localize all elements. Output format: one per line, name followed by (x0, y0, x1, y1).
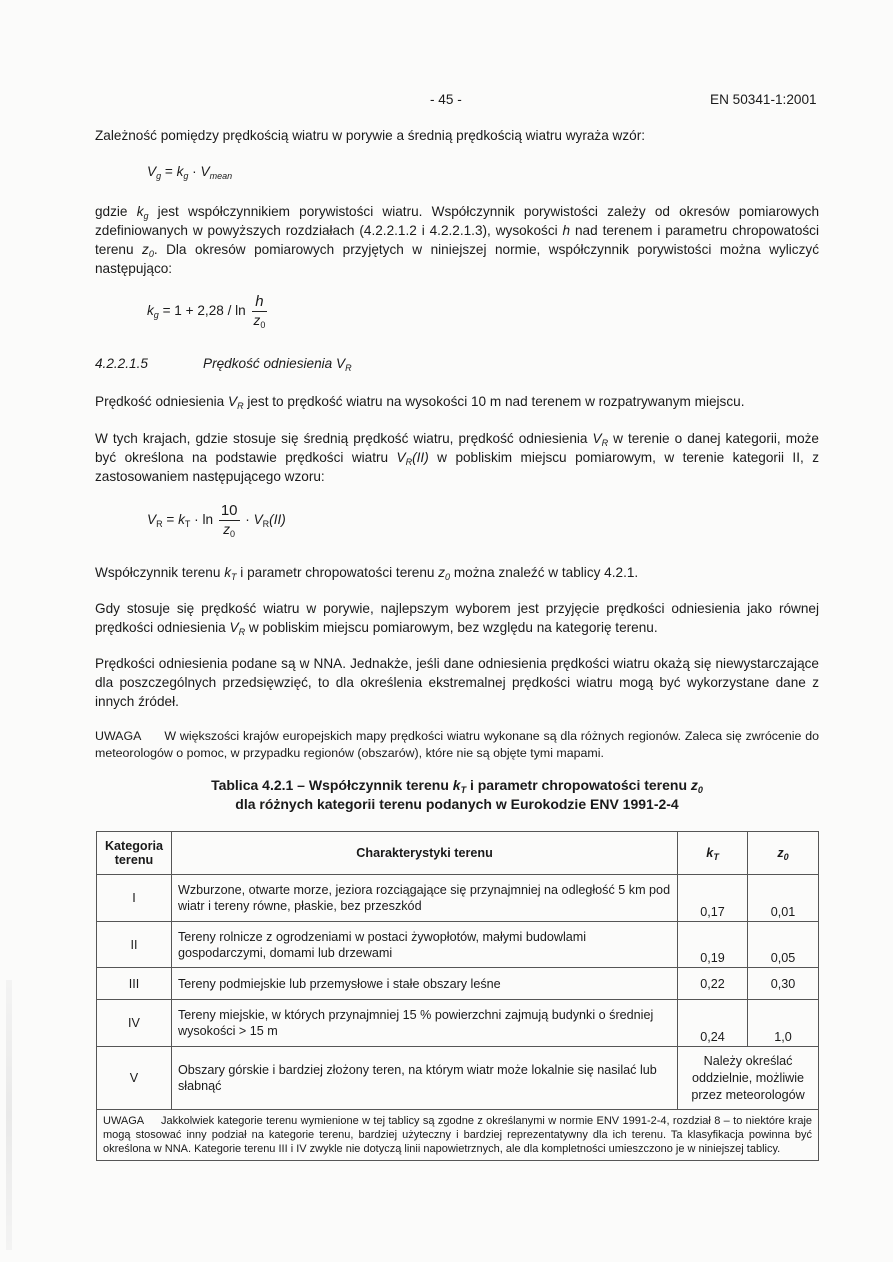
header-kt-sub: T (713, 852, 719, 862)
eq1-k: k (176, 164, 184, 179)
cell-z0: 0,01 (748, 875, 819, 922)
para-kg-post: . Dla okresów pomiarowych przyjętych w niniejszej normie, współczynnik porywistości można wyliczyć następująco: (95, 242, 819, 276)
section-title-text: Prędkość odniesienia V (203, 356, 346, 371)
para-kt-z: z (438, 565, 446, 580)
para-gust-v-sub: R (238, 627, 246, 637)
eq1-dot: · (188, 164, 201, 179)
caption-k: k (452, 777, 461, 793)
cell-category: V (97, 1047, 172, 1110)
page-number: - 45 - (430, 92, 462, 107)
table-row (97, 1047, 819, 1110)
caption-line2: dla różnych kategorii terenu podanych w Eurokodzie ENV 1991-2-4 (235, 796, 679, 812)
standard-id: EN 50341-1:2001 (710, 92, 817, 107)
para-countries-v-sub: R (601, 438, 609, 448)
cell-category: II (97, 922, 172, 968)
eq3-denominator (219, 521, 240, 539)
eq3-lhs: V (147, 512, 157, 528)
cell-merged-note: Należy określać oddzielnie, możliwie przez meteorologów (678, 1047, 819, 1110)
eq1-lhs-sub: g (156, 171, 162, 181)
para-kt-k: k (224, 565, 231, 580)
gust-factor-paragraph (95, 202, 819, 278)
terrain-table (96, 831, 819, 1161)
equation-gust-factor (147, 293, 269, 330)
reference-speed-paragraph (95, 392, 819, 411)
caption-k-sub: T (460, 785, 467, 795)
table-row (97, 968, 819, 1000)
header-kt (678, 832, 748, 875)
eq2-k: k (147, 303, 154, 319)
nna-paragraph: Prędkości odniesienia podane są w NNA. Jednakże, jeśli dane odniesienia prędkości wiatru okażą się niewystarczające dla poszczególnych przedsięwzięć, to dla określenia ekstremalnej prędkości wiatru mogą być wykorzystane dane z innych źródeł. (95, 656, 819, 709)
para-countries-post: w pobliskim miejscu pomiarowym, w terenie kategorii II, z zastosowaniem następującego wzoru: (95, 450, 820, 484)
cell-kt: 0,22 (678, 968, 748, 1000)
header-z0-sub: 0 (783, 852, 789, 862)
para-gust-post: w pobliskim miejscu pomiarowym, bez względu na kategorię terenu. (245, 620, 658, 635)
cell-characteristics: Wzburzone, otwarte morze, jeziora rozciągające się przynajmniej na odległość 5 km pod wiatr i tereny równe, płaskie, bez przeszkód (171, 875, 677, 922)
cell-characteristics: Tereny rolnicze z ogrodzeniami w postaci żywopłotów, małymi budowlami gospodarczymi, domami lub drzewami (171, 922, 677, 968)
cell-category: I (97, 875, 172, 922)
eq2-den-z: z (253, 313, 261, 328)
para-vr-post: jest to prędkość wiatru na wysokości 10 m nad terenem w rozpatrywanym miejscu. (243, 394, 745, 409)
header-kt-k: k (706, 846, 714, 860)
table-note-text: Jakkolwiek kategorie terenu wymienione w tej tablicy są zgodne z określanymi w normie ENV 1991-2-4, rozdział 8 – to niektóre kraje mogą stosować inny podział na kategorie terenu, bardziej użyteczny i bardziej reprezentatywny dla ich terenu. Ta klasyfikacja powinna być określona w NNA. Kategorie terenu III i IV zwykle nie dotyczą linii napowietrznych, ale dla kompletności umieszczono je w niniejszej tablicy. (103, 1115, 813, 1155)
cell-z0: 0,05 (748, 922, 819, 968)
para-countries-v2: V (396, 450, 406, 465)
eq2-fraction (252, 293, 268, 330)
para-kt-mid: i parametr chropowatości terenu (236, 565, 439, 580)
eq3-dot: · (241, 512, 254, 528)
caption-z: z (690, 777, 698, 793)
note-maps (95, 728, 819, 762)
eq1-k-sub: g (183, 171, 189, 181)
section-number: 4.2.2.1.5 (95, 356, 148, 371)
countries-paragraph (95, 429, 819, 486)
para-kg-h: h (562, 223, 571, 238)
para-countries-mid: w terenie o danej kategorii, może być określona na podstawie prędkości wiatru (95, 431, 819, 465)
cell-kt: 0,19 (678, 922, 748, 968)
para-kg-k-sub: g (143, 211, 149, 221)
para-kg-mid1: jest współczynnikiem porywistości wiatru. Współczynnik porywistości zależy od okresów pomiarowych zdefiniowanych w powyższych rozdziałach (4.2.2.1.2 i 4.2.2.1.3), wysokości (95, 204, 819, 238)
para-kg-z: z (142, 242, 149, 257)
eq1-equals: = (161, 164, 177, 179)
para-kg-pre: gdzie (95, 204, 137, 219)
eq1-v: V (200, 164, 210, 179)
eq3-k-sub: T (184, 519, 191, 530)
eq3-k: k (178, 512, 185, 528)
terrain-factor-paragraph (95, 563, 819, 582)
para-countries-v: V (592, 431, 602, 446)
note1-text: W większości krajów europejskich mapy prędkości wiatru wykonane są dla różnych regionów. Zaleca się zwrócenie do meteorologów o pomoc, w przypadku regionów (obszarów), które nie są objęte tymi mapami. (95, 729, 819, 760)
cell-kt: 0,24 (678, 1000, 748, 1047)
cell-category: IV (97, 1000, 172, 1047)
para-countries-v2-sub: R (405, 457, 413, 467)
eq3-v: V (253, 512, 263, 528)
cell-characteristics: Tereny miejskie, w których przynajmniej 15 % powierzchni zajmują budynki o średniej wysokości > 15 m (171, 1000, 677, 1047)
para-kt-pre: Współczynnik terenu (95, 565, 225, 580)
para-kt-post: można znaleźć w tablicy 4.2.1. (450, 565, 639, 580)
caption-pre: Tablica 4.2.1 – Współczynnik terenu (211, 777, 453, 793)
cell-category: III (97, 968, 172, 1000)
eq2-rhs: = 1 + 2,28 / ln (158, 303, 250, 319)
gust-paragraph (95, 599, 819, 637)
table-row (97, 922, 819, 968)
cell-z0: 0,30 (748, 968, 819, 1000)
table-note (97, 1110, 819, 1161)
header-characteristics: Charakterystyki terenu (171, 832, 677, 875)
eq3-den-sub: 0 (230, 529, 236, 539)
eq2-k-sub: g (153, 310, 159, 321)
eq3-ln: · ln (190, 512, 217, 528)
cell-characteristics: Tereny podmiejskie lub przemysłowe i stałe obszary leśne (171, 968, 677, 1000)
eq3-den-z: z (223, 522, 231, 537)
para-gust-pre: Gdy stosuje się prędkość wiatru w porywie, najlepszym wyborem jest przyjęcie prędkości odniesienia jako równej prędkości odniesienia (95, 601, 819, 635)
para-vr-v-sub: R (237, 401, 244, 411)
para-kt-z-sub: 0 (445, 572, 451, 582)
equation-reference-speed (147, 502, 286, 539)
eq2-numerator: h (252, 293, 268, 312)
para-countries-v2-arg: (II) (412, 450, 429, 465)
para-gust-v: V (229, 620, 239, 635)
para-countries-pre: W tych krajach, gdzie stosuje się średnią prędkość wiatru, prędkość odniesienia (95, 431, 593, 446)
eq1-lhs: V (147, 164, 157, 179)
intro-paragraph: Zależność pomiędzy prędkością wiatru w porywie a średnią prędkością wiatru wyraża wzór: (95, 128, 646, 143)
cell-kt: 0,17 (678, 875, 748, 922)
eq2-den-sub: 0 (260, 320, 266, 330)
eq2-denominator (252, 312, 268, 330)
para-kg-z-sub: 0 (148, 249, 154, 259)
table-row (97, 875, 819, 922)
para-kg-mid2: nad terenem i parametru chropowatości terenu (95, 223, 819, 257)
cell-z0: 1,0 (748, 1000, 819, 1047)
eq3-equals: = (162, 512, 179, 528)
caption-z-sub: 0 (697, 785, 703, 795)
eq3-fraction (219, 502, 240, 539)
para-kt-k-sub: T (231, 572, 237, 582)
section-title (203, 356, 352, 371)
section-title-sub: R (345, 363, 352, 373)
header-category: Kategoria terenu (97, 832, 172, 875)
scan-edge-shadow (6, 980, 12, 1250)
table-row (97, 1000, 819, 1047)
table-note-row (97, 1110, 819, 1161)
cell-characteristics: Obszary górskie i bardziej złożony teren, na którym wiatr może lokalnie się nasilać lub słabnąć (171, 1047, 677, 1110)
para-kg-k: k (136, 204, 144, 219)
header-z0 (748, 832, 819, 875)
equation-gust-velocity (147, 164, 232, 179)
eq3-arg: (II) (269, 512, 286, 528)
eq3-lhs-sub: R (156, 519, 163, 530)
eq1-v-sub: mean (209, 171, 233, 181)
table-caption (95, 776, 819, 814)
caption-mid: i parametr chropowatości terenu (466, 777, 691, 793)
eq3-numerator: 10 (220, 502, 238, 519)
table-header-row (97, 832, 819, 875)
header-z0-z: z (777, 846, 784, 860)
para-vr-v: V (228, 394, 238, 409)
note1-label: UWAGA (95, 729, 142, 743)
table-note-label: UWAGA (103, 1115, 145, 1127)
para-vr-pre: Prędkość odniesienia (95, 394, 228, 409)
eq3-v-sub: R (262, 519, 270, 530)
